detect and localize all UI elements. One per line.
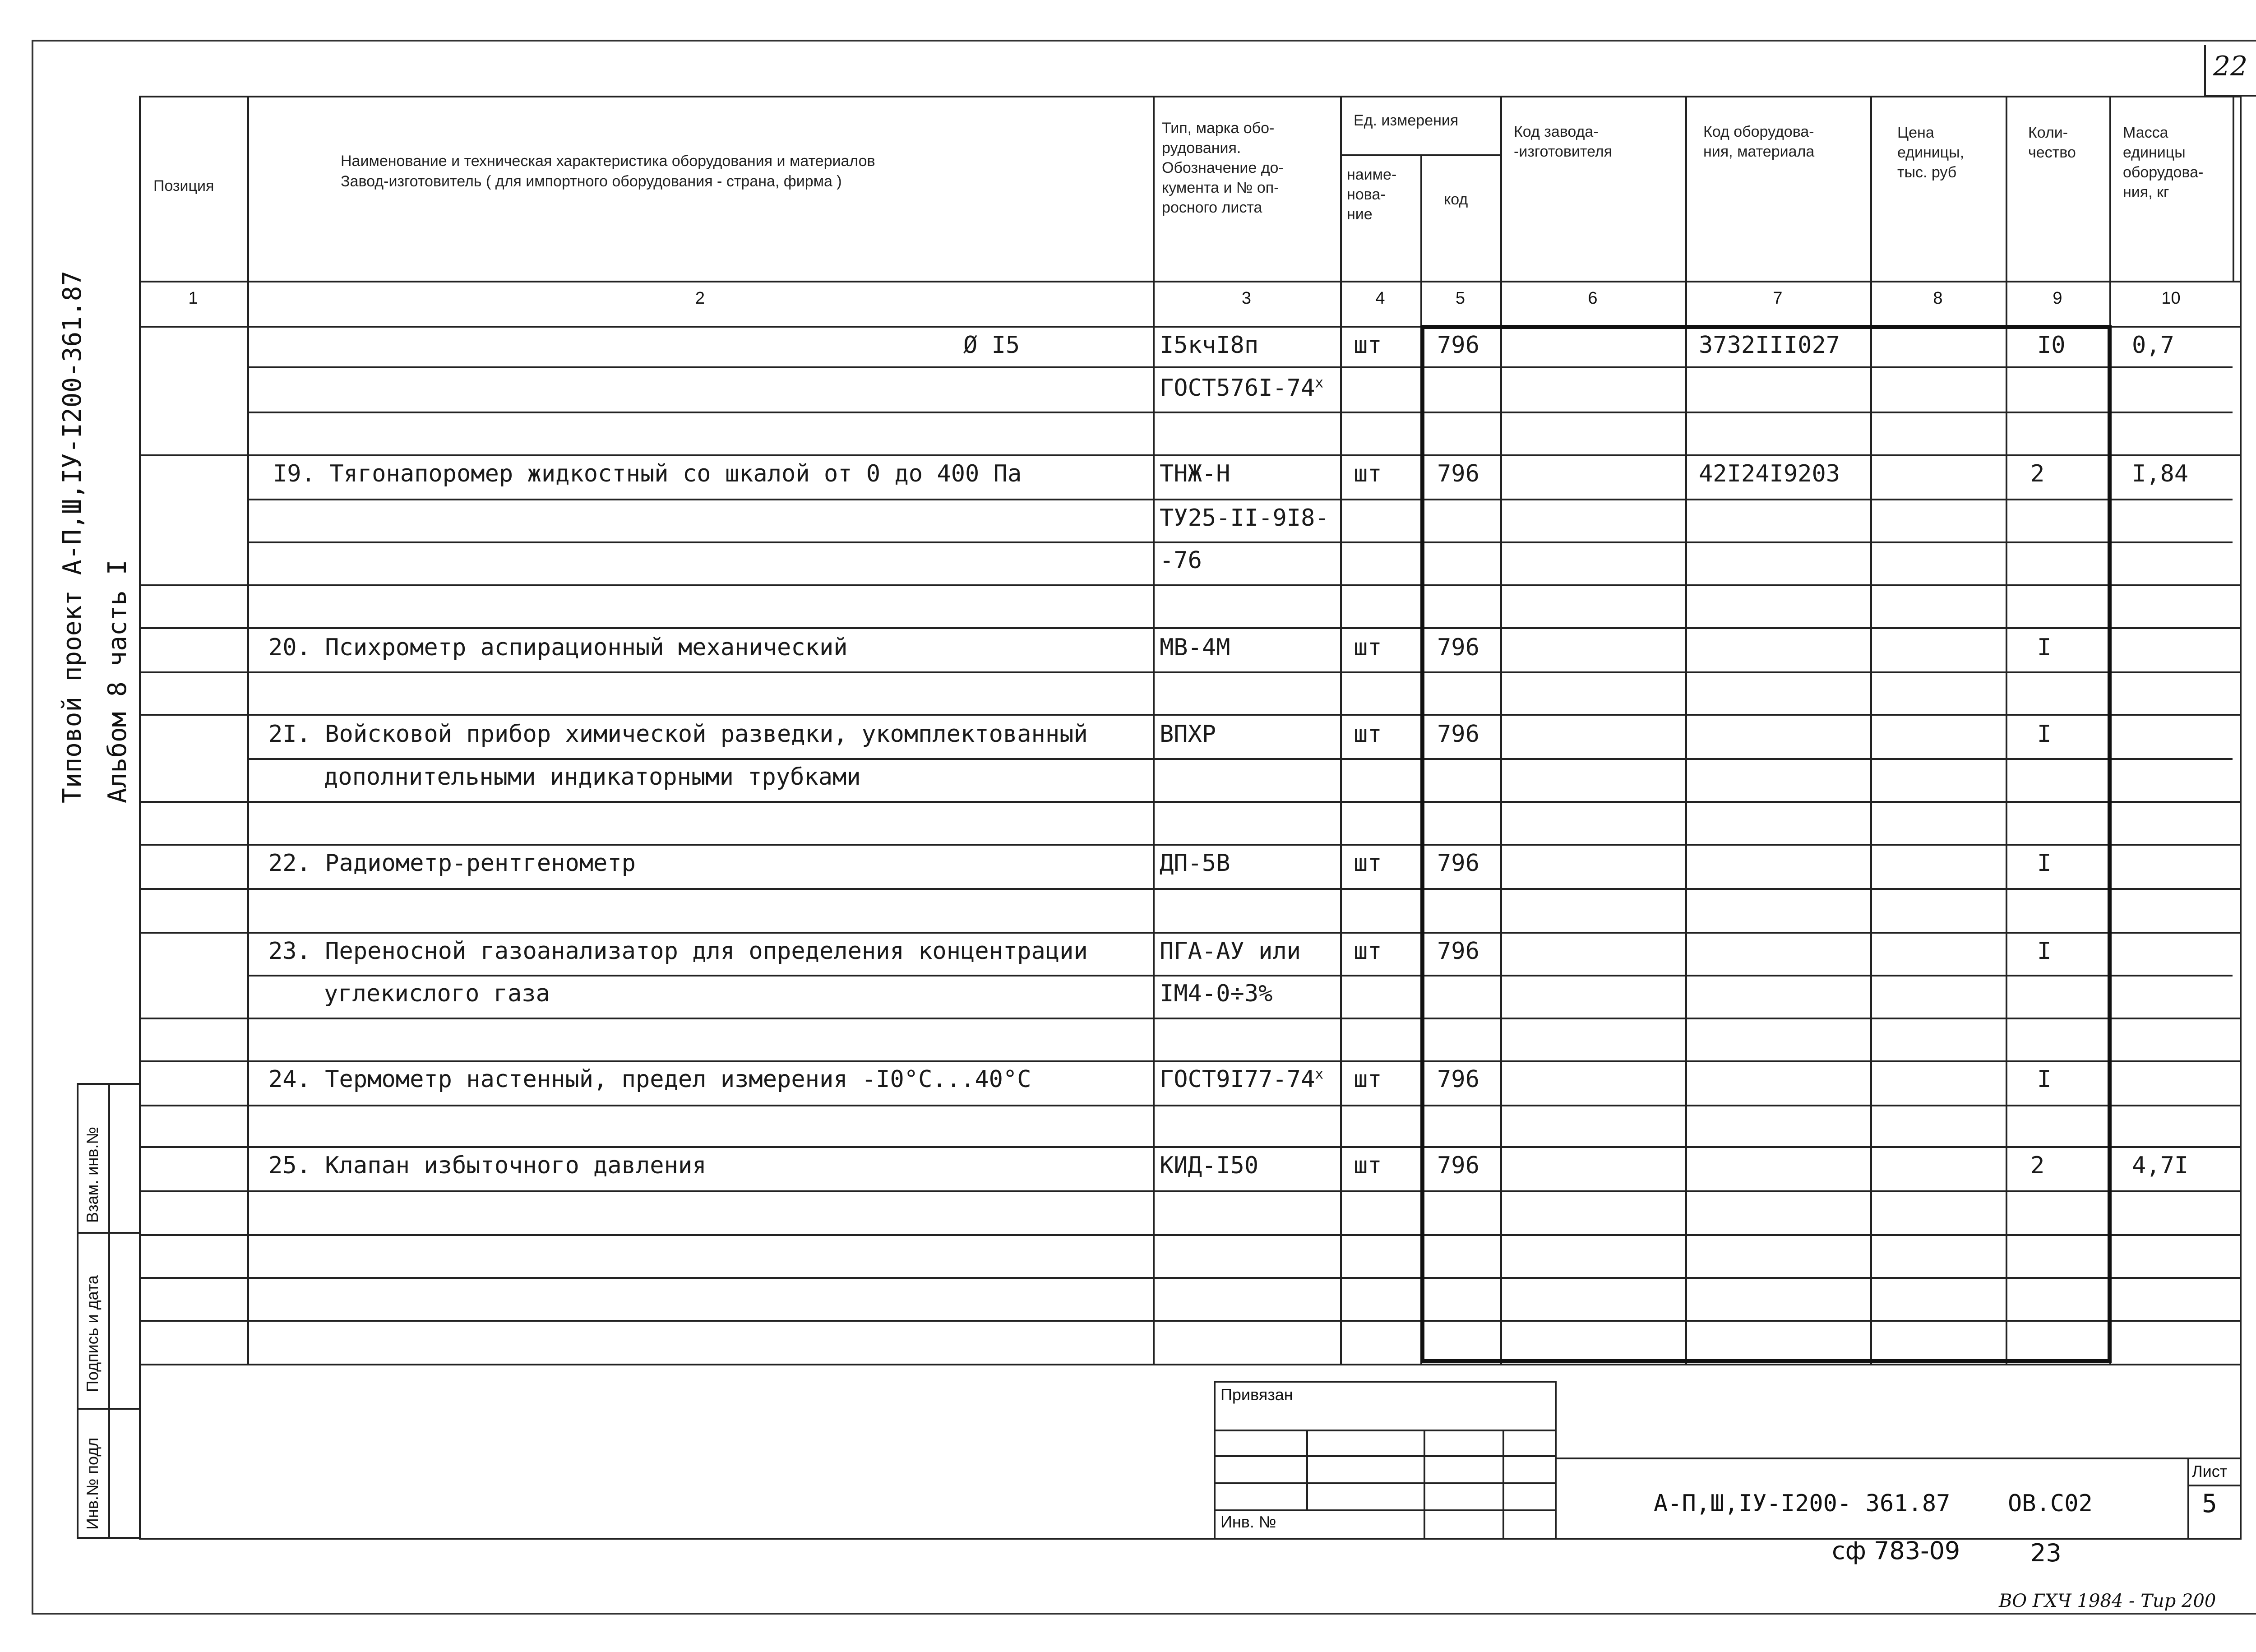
row-line <box>139 1018 2242 1019</box>
row-qty: I <box>2037 850 2052 877</box>
row-type: ТУ25-II-9I8- <box>1160 504 1329 532</box>
row-line <box>139 671 2242 673</box>
col-line-10 <box>2233 96 2234 281</box>
colnum-3: 3 <box>1241 289 1252 308</box>
header-col10: Масса единицы оборудова- ния, кг <box>2123 124 2204 201</box>
row-line <box>139 1105 2242 1106</box>
side-stamp-line <box>77 1232 141 1234</box>
row-line <box>139 1146 2242 1148</box>
row-qty: I0 <box>2037 332 2066 359</box>
row-type: ДП-5В <box>1160 850 1230 877</box>
row-type: ГОСТ576I-74$^x$ <box>1160 375 1324 402</box>
doc-code: А-П,Ш,IУ-I200- 361.87 <box>1654 1490 1951 1517</box>
row-code: 796 <box>1437 332 1479 359</box>
row-mat-code: 3732III027 <box>1699 332 1840 359</box>
col-line-7 <box>1870 96 1872 1364</box>
row-type: I5кчI8п <box>1160 332 1259 359</box>
privyazan-col <box>1306 1430 1308 1509</box>
row-unit: шт <box>1354 850 1382 877</box>
title-block-top <box>1557 1458 2242 1459</box>
colnum-6: 6 <box>1588 289 1598 308</box>
row-unit: шт <box>1354 938 1382 965</box>
header-col3: Тип, марка обо- рудования. Обозначение до- кумента и № оп- росного листа <box>1162 120 1284 216</box>
row-type: -76 <box>1160 547 1202 574</box>
privyazan-col <box>1424 1430 1425 1540</box>
row-code: 796 <box>1437 1152 1479 1179</box>
colnum-8: 8 <box>1933 289 1943 308</box>
col-line-1 <box>247 96 249 1364</box>
row-type: ГОСТ9I77-74$^x$ <box>1160 1066 1324 1093</box>
row-line <box>139 714 2242 716</box>
row-line <box>247 499 2233 500</box>
row-line <box>139 1190 2242 1192</box>
row-line <box>139 844 2242 846</box>
colnum-4: 4 <box>1375 289 1385 308</box>
row-name: 25. Клапан избыточного давления <box>268 1152 707 1179</box>
row-code: 796 <box>1437 721 1479 748</box>
col-line-5 <box>1500 96 1502 1364</box>
row-mass: 4,7I <box>2132 1152 2189 1179</box>
row-line <box>139 584 2242 586</box>
row-qty: 2 <box>2030 1152 2045 1179</box>
header-col45: Ед. измерения <box>1354 112 1459 129</box>
row-type: ВПХР <box>1160 721 1216 748</box>
header-col2-line2: Завод-изготовитель ( для импортного оборудования - страна, фирма ) <box>341 173 842 190</box>
row-name: 2I. Войсковой прибор химической разведки, укомплектованный <box>268 721 1088 748</box>
row-name: дополнительными индикаторными трубками <box>324 764 861 791</box>
row-type: IМ4-0÷3% <box>1160 980 1273 1007</box>
row-line <box>247 412 2233 413</box>
row-line <box>139 1277 2242 1279</box>
header-col1: Позиция <box>153 177 214 194</box>
row-line <box>139 1234 2242 1236</box>
header-col5: код <box>1444 191 1468 208</box>
col-line-6 <box>1685 96 1687 1364</box>
header-col7: Код оборудова- ния, материала <box>1703 123 1815 160</box>
row-line <box>247 758 2233 760</box>
side-stamp-inv-podl: Инв.№ подл <box>83 1437 102 1530</box>
footer-note-2: 23 <box>2030 1539 2062 1567</box>
row-mass: 0,7 <box>2132 332 2174 359</box>
row-qty: I <box>2037 1066 2052 1093</box>
row-mass: I,84 <box>2132 460 2189 487</box>
privyazan-line <box>1214 1455 1557 1457</box>
row-line <box>139 454 2242 456</box>
row-type: ПГА-АУ или <box>1160 938 1301 965</box>
row-name: 23. Переносной газоанализатор для определения концентрации <box>268 938 1088 965</box>
row-unit: шт <box>1354 1152 1382 1179</box>
side-stamp-divider <box>108 1083 110 1539</box>
header-col4: наиме- нова- ние <box>1347 166 1397 223</box>
thick-bottom <box>1421 1359 2112 1363</box>
privyazan-col <box>1502 1430 1504 1540</box>
header-bottom-line <box>139 281 2242 282</box>
row-line <box>247 975 2233 976</box>
row-type: КИД-I50 <box>1160 1152 1259 1179</box>
col-line-3 <box>1340 96 1342 1364</box>
row-code: 796 <box>1437 634 1479 661</box>
colnum-5: 5 <box>1455 289 1465 308</box>
row-line <box>139 801 2242 803</box>
colnum-9: 9 <box>2053 289 2062 308</box>
header-col9: Коли- чество <box>2028 124 2076 161</box>
privyazan-line <box>1214 1482 1557 1484</box>
col-line-8 <box>2006 96 2007 1364</box>
col-line-2 <box>1153 96 1155 1364</box>
row-code: 796 <box>1437 850 1479 877</box>
row-qty: I <box>2037 721 2052 748</box>
list-box-mid <box>2187 1485 2242 1486</box>
privyazan-line <box>1214 1509 1557 1511</box>
list-label: Лист <box>2192 1462 2228 1481</box>
row-type: МВ-4М <box>1160 634 1230 661</box>
row-mat-code: 42I24I9203 <box>1699 460 1840 487</box>
colnum-7: 7 <box>1773 289 1783 308</box>
row-line <box>139 1060 2242 1062</box>
row-line <box>139 1364 2242 1365</box>
side-stamp-vzam: Взам. инв.№ <box>83 1126 102 1223</box>
row-unit: шт <box>1354 332 1382 359</box>
row-line <box>247 541 2233 543</box>
inv-no-label: Инв. № <box>1220 1513 1276 1531</box>
side-title-line2: Альбом 8 часть I <box>103 560 132 803</box>
row-name: углекислого газа <box>324 980 550 1007</box>
thick-right <box>2108 325 2112 1363</box>
row-qty: 2 <box>2030 460 2045 487</box>
row-line <box>247 366 2233 368</box>
header-col6: Код завода- -изготовителя <box>1514 123 1613 160</box>
list-box-left <box>2187 1458 2189 1540</box>
header-col2-line1: Наименование и техническая характеристика оборудования и материалов <box>341 153 875 170</box>
footer-note-1: сф 783-09 <box>1832 1536 1960 1565</box>
row-name: I9. Тягонапоромер жидкостный со шкалой от 0 до 400 Па <box>273 460 1022 487</box>
row-name: Ø I5 <box>963 332 1020 359</box>
main-table-frame <box>139 96 2242 1540</box>
header-col8: Цена единицы, тыс. руб <box>1897 124 1965 181</box>
colnum-2: 2 <box>695 289 705 308</box>
thick-top <box>1421 325 2112 329</box>
row-qty: I <box>2037 938 2052 965</box>
privyazan-label: Привязан <box>1220 1385 1293 1404</box>
side-stamp-podpis: Подпись и дата <box>83 1275 102 1392</box>
thick-left <box>1420 325 1424 1363</box>
row-qty: I <box>2037 634 2052 661</box>
row-code: 796 <box>1437 938 1479 965</box>
colnum-1: 1 <box>188 289 198 308</box>
row-name: 22. Радиометр-рентгенометр <box>268 850 636 877</box>
side-stamp-line <box>77 1408 141 1410</box>
row-line <box>139 627 2242 629</box>
colnum-10: 10 <box>2161 289 2181 308</box>
row-name: 24. Термометр настенный, предел измерения -I0°С...40°С <box>268 1066 1031 1093</box>
row-line <box>139 888 2242 890</box>
list-number: 5 <box>2202 1489 2217 1518</box>
row-name: 20. Психрометр аспирационный механический <box>268 634 848 661</box>
row-unit: шт <box>1354 634 1382 661</box>
privyazan-line <box>1214 1430 1557 1431</box>
row-line <box>139 932 2242 934</box>
row-code: 796 <box>1437 1066 1479 1093</box>
row-type: ТНЖ-Н <box>1160 460 1230 487</box>
row-unit: шт <box>1354 460 1382 487</box>
row-unit: шт <box>1354 1066 1382 1093</box>
row-unit: шт <box>1354 721 1382 748</box>
row-line <box>139 1320 2242 1322</box>
doc-section: ОВ.С02 <box>2008 1490 2093 1517</box>
corner-sheet-number: 22 <box>2213 51 2248 82</box>
side-title-line1: Типовой проект А-П,Ш,IУ-I200-361.87 <box>58 270 87 803</box>
footer-note-3: ВО ГХЧ 1984 - Тир 200 <box>1999 1591 2216 1611</box>
row-code: 796 <box>1437 460 1479 487</box>
